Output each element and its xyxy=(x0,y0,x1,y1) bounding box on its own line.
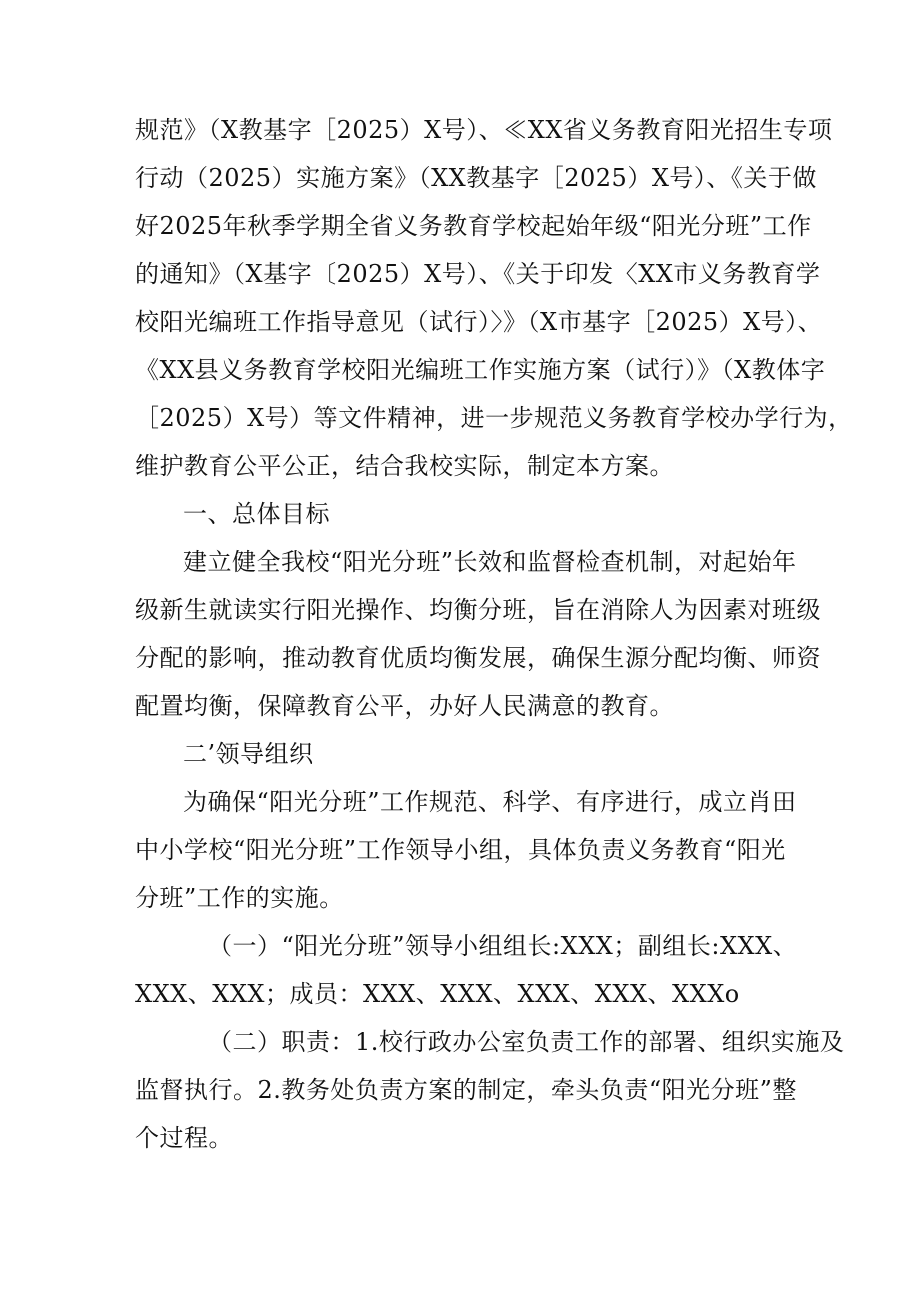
text-line: 《XX县义务教育学校阳光编班工作实施方案（试行）》（X教体字 xyxy=(135,356,826,384)
section-heading: 一、总体目标 xyxy=(183,500,330,528)
text-line: 个过程。 xyxy=(135,1124,233,1152)
section-heading: 二’领导组织 xyxy=(183,740,314,768)
text-line: （二）职责：1.校行政办公室负责工作的部署、组织实施及 xyxy=(208,1028,845,1056)
text-line: 分班”工作的实施。 xyxy=(135,884,344,912)
text-line: 中小学校“阳光分班”工作领导小组，具体负责义务教育“阳光 xyxy=(135,836,786,864)
text-line: 监督执行。2.教务处负责方案的制定，牵头负责“阳光分班”整 xyxy=(135,1076,797,1104)
text-line: 好2025年秋季学期全省义务教育学校起始年级“阳光分班”工作 xyxy=(135,212,812,240)
text-line: （一）“阳光分班”领导小组组长:XXX；副组长:XXX、 xyxy=(208,932,798,960)
text-line: 级新生就读实行阳光操作、均衡分班，旨在消除人为因素对班级 xyxy=(135,596,821,624)
text-line: ［2025）X号）等文件精神，进一步规范义务教育学校办学行为， xyxy=(135,404,853,432)
text-line: 的通知》（X基字〔2025）X号）、《关于印发〈XX市义务教育学 xyxy=(135,260,821,288)
text-line: 分配的影响，推动教育优质均衡发展，确保生源分配均衡、师资 xyxy=(135,644,821,672)
text-line: 建立健全我校“阳光分班”长效和监督检查机制，对起始年 xyxy=(183,548,797,576)
text-line: 校阳光编班工作指导意见（试行）〉》（X市基字［2025）X号）、 xyxy=(135,308,823,336)
text-line: 配置均衡，保障教育公平，办好人民满意的教育。 xyxy=(135,692,674,720)
text-line: 规范》（X教基字［2025）X号）、≪XX省义务教育阳光招生专项 xyxy=(135,116,833,144)
text-line: XXX、XXX；成员：XXX、XXX、XXX、XXX、XXXo xyxy=(135,980,740,1008)
text-line: 维护教育公平公正，结合我校实际，制定本方案。 xyxy=(135,452,674,480)
text-line: 为确保“阳光分班”工作规范、科学、有序进行，成立肖田 xyxy=(183,788,797,816)
text-line: 行动（2025）实施方案》（XX教基字［2025）X号）、《关于做 xyxy=(135,164,817,192)
